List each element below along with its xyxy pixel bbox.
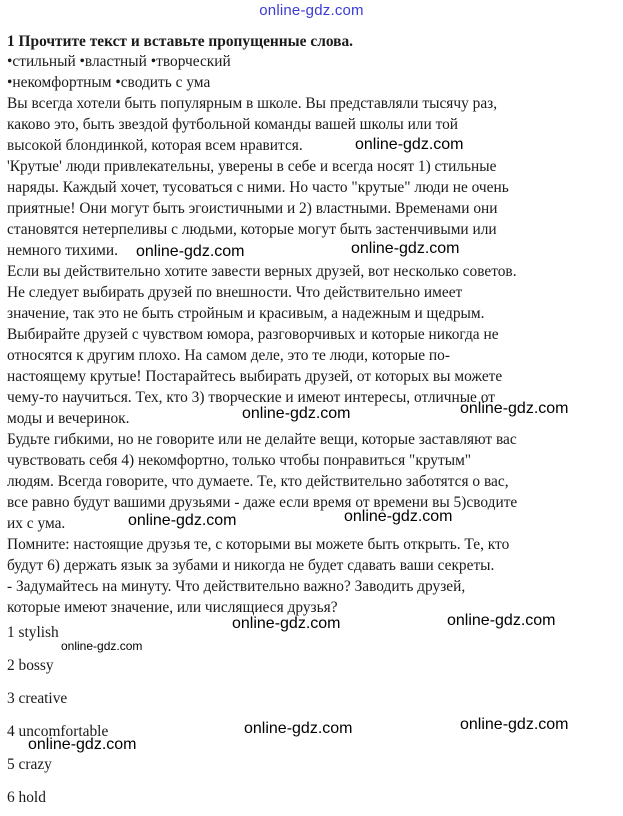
answer-item: 4 uncomfortable	[7, 723, 109, 740]
answer-item: 1 stylish	[7, 624, 59, 641]
text-line: Будьте гибкими, но не говорите или не делайте вещи, которые заставляют вас	[7, 431, 517, 448]
text-line: немного тихими.	[7, 242, 118, 259]
text-line: Не следует выбирать друзей по внешности. Что действительно имеет	[7, 284, 463, 301]
task-title: 1 Прочтите текст и вставьте пропущенные слова.	[7, 33, 353, 50]
watermark: online-gdz.com	[61, 639, 143, 653]
watermark: online-gdz.com	[128, 512, 237, 529]
text-line: людям. Всегда говорите, что думаете. Те, кто действительно заботятся о вас,	[7, 473, 509, 490]
text-line: приятные! Они могут быть эгоистичными и 2) властными. Временами они	[7, 200, 498, 217]
text-line: моды и вечеринок.	[7, 410, 130, 427]
text-line: чувствовать себя 4) некомфортно, только чтобы понравиться "крутым"	[7, 452, 472, 469]
text-line: становятся нетерпеливы с людьми, которые могут быть застенчивыми или	[7, 221, 497, 238]
watermark: online-gdz.com	[244, 720, 353, 737]
site-header: online-gdz.com	[259, 2, 364, 19]
text-line: Если вы действительно хотите завести верных друзей, вот несколько советов.	[7, 263, 517, 280]
text-line: 'Крутые' люди привлекательны, уверены в себе и всегда носят 1) стильные	[7, 158, 497, 175]
watermark: online-gdz.com	[344, 508, 453, 525]
text-line: Вы всегда хотели быть популярным в школе. Вы представляли тысячу раз,	[7, 95, 498, 112]
text-line: Выбирайте друзей с чувством юмора, разговорчивых и которые никогда не	[7, 326, 499, 343]
text-line: высокой блондинкой, которая всем нравится.	[7, 137, 303, 154]
answer-item: 3 creative	[7, 690, 68, 707]
watermark: online-gdz.com	[460, 400, 569, 417]
text-line: относятся к другим плохо. На самом деле, это те люди, которые по-	[7, 347, 450, 364]
text-line: будут 6) держать язык за зубами и никогда не будет сдавать ваши секреты.	[7, 557, 495, 574]
watermark: online-gdz.com	[232, 615, 341, 632]
watermark: online-gdz.com	[351, 240, 460, 257]
text-line: Помните: настоящие друзья те, с которыми вы можете быть открыть. Те, кто	[7, 536, 510, 553]
word-bank-line-1: •стильный •властный •творческий	[7, 53, 231, 70]
text-line: все равно будут вашими друзьями - даже если время от времени вы 5)сводите	[7, 494, 518, 511]
answer-item: 6 hold	[7, 789, 46, 806]
answer-item: 5 crazy	[7, 756, 52, 773]
text-line: - Задумайтесь на минуту. Что действительно важно? Заводить друзей,	[7, 578, 466, 595]
watermark: online-gdz.com	[136, 243, 245, 260]
watermark: online-gdz.com	[447, 612, 556, 629]
text-line: значение, так это не быть стройным и красивым, а надежным и щедрым.	[7, 305, 485, 322]
answer-item: 2 bossy	[7, 657, 54, 674]
text-line: настоящему крутые! Постарайтесь выбирать друзей, от которых вы можете	[7, 368, 503, 385]
watermark: online-gdz.com	[460, 716, 569, 733]
watermark: online-gdz.com	[28, 736, 137, 753]
watermark: online-gdz.com	[355, 136, 464, 153]
text-line: наряды. Каждый хочет, тусоваться с ними. Но часто "крутые" люди не очень	[7, 179, 509, 196]
word-bank-line-2: •некомфортным •сводить с ума	[7, 74, 211, 91]
text-line: чему-то научиться. Тех, кто 3) творческие и имеют интересы, отличные от	[7, 389, 495, 406]
text-line: каково это, быть звездой футбольной команды вашей школы или той	[7, 116, 459, 133]
text-line: их с ума.	[7, 515, 66, 532]
watermark: online-gdz.com	[242, 405, 351, 422]
text-line: которые имеют значение, или числящиеся друзья?	[7, 599, 338, 616]
